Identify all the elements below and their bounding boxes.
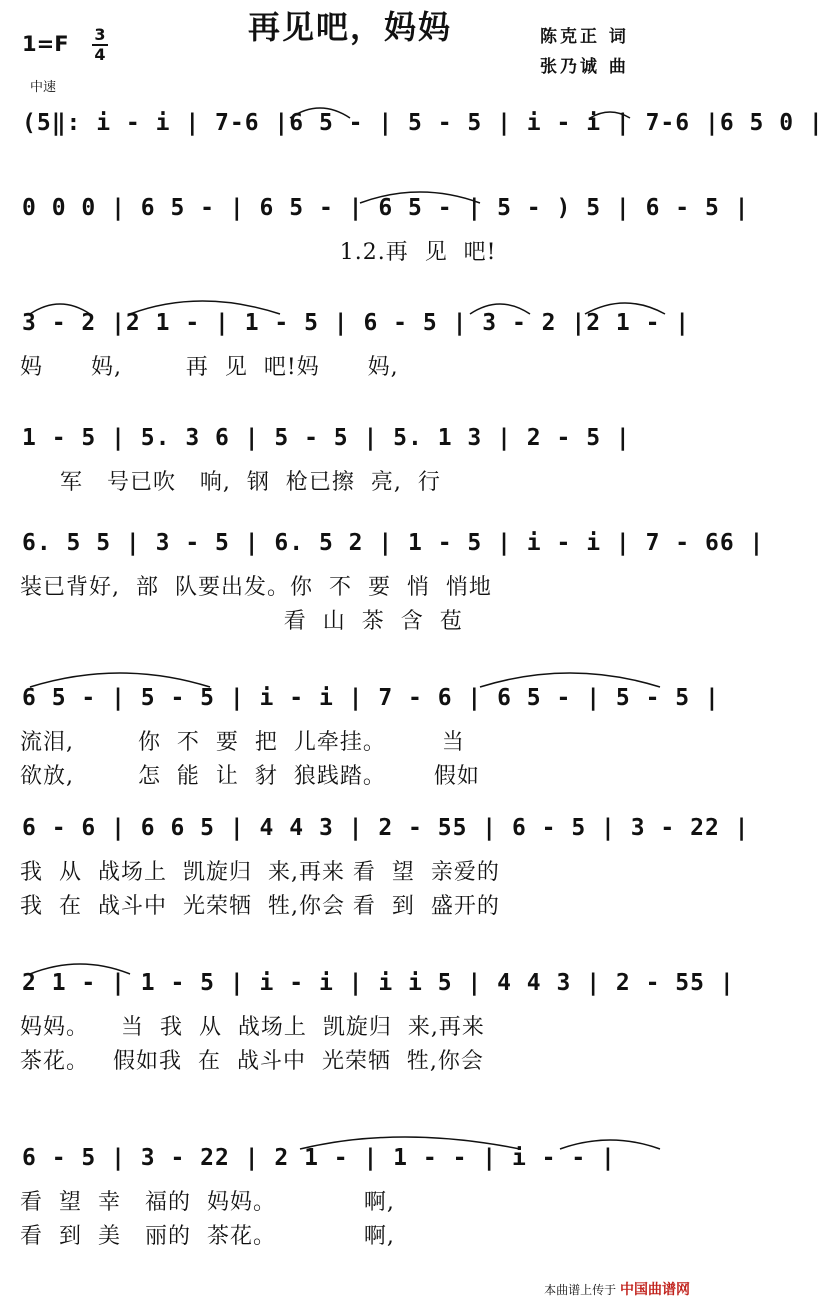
tempo-marking: 中速: [30, 80, 57, 95]
slur-marks: [0, 110, 700, 150]
lyrics-line-2: 我 在 战斗中 光荣牺 牲,你会 看 到 盛开的: [20, 894, 500, 919]
site-logo-text: 中国曲谱网: [620, 1282, 690, 1298]
score-system-7: [0, 815, 750, 965]
notation-line: 6 - 6 | 6 6 5 | 4 4 3 | 2 - 55 | 6 - 5 | 3 - 22 |: [22, 815, 750, 841]
lyrics-line-2: 欲放, 怎 能 让 豺 狼践踏。 假如: [20, 764, 480, 789]
slur-marks: [0, 310, 700, 350]
slur-marks: [0, 970, 700, 1010]
score-system-9: [0, 1145, 700, 1295]
slur-marks: [0, 1145, 700, 1185]
lyrics-line-1: 流泪, 你 不 要 把 儿牵挂。 当: [20, 730, 465, 755]
lyrics-line-1: 妈妈。 当 我 从 战场上 凯旋归 来,再来: [20, 1015, 485, 1040]
time-signature-top: 3: [94, 25, 106, 44]
time-signature-bottom: 4: [94, 45, 106, 64]
lyricist-credit: 陈克正 词: [540, 27, 629, 47]
notation-line: 0 0 0 | 6 5 - | 6 5 - | 6 5 - | 5 - ) 5 | 6 - 5 |: [22, 195, 750, 221]
notation-line: 1 - 5 | 5. 3 6 | 5 - 5 | 5. 1 3 | 2 - 5 |: [22, 425, 631, 451]
notation-line: 6 - 5 | 3 - 22 | 2 1 - | 1 - - | i - - |: [22, 1145, 616, 1171]
lyrics-line-1: 看 望 幸 福的 妈妈。 啊,: [20, 1190, 395, 1215]
slur-marks: [0, 195, 700, 235]
score-system-5: [0, 530, 765, 680]
lyrics-line-2: 茶花。 假如我 在 战斗中 光荣牺 牲,你会: [20, 1049, 484, 1074]
notation-line: 2 1 - | 1 - 5 | i - i | i i 5 | 4 4 3 | 2 - 55 |: [22, 970, 735, 996]
notation-line: 6 5 - | 5 - 5 | i - i | 7 - 6 | 6 5 - | 5 - 5 |: [22, 685, 720, 711]
lyrics-line-1: 军 号已吹 响, 钢 枪已擦 亮, 行: [20, 470, 441, 495]
score-system-8: [0, 970, 735, 1120]
notation-line: (5‖: i - i | 7-6 |6 5 - | 5 - 5 | i - i | 7-6 |6 5 0 |: [22, 110, 824, 136]
lyrics-line-2: 看 到 美 丽的 茶花。 啊,: [20, 1224, 395, 1249]
lyrics-line-1: 我 从 战场上 凯旋归 来,再来 看 望 亲爱的: [20, 860, 500, 885]
notation-line: 6. 5 5 | 3 - 5 | 6. 5 2 | 1 - 5 | i - i | 7 - 66 |: [22, 530, 765, 556]
footer-prefix: 本曲谱上传于: [544, 1283, 617, 1297]
lyrics-line-1: 装已背好, 部 队要出发。你 不 要 悄 悄地: [20, 575, 492, 600]
footer-watermark: [544, 1279, 690, 1299]
score-system-6: [0, 685, 720, 835]
song-title: 再见吧，妈妈: [247, 8, 452, 46]
lyrics-line-1: 妈 妈, 再 见 吧!妈 妈,: [20, 355, 399, 380]
slur-marks: [0, 685, 700, 725]
lyrics-line-2: 看 山 茶 含 苞: [20, 609, 463, 634]
notation-line: 3 - 2 |2 1 - | 1 - 5 | 6 - 5 | 3 - 2 |2 1 - |: [22, 310, 691, 336]
key-signature: 1=F: [22, 32, 69, 56]
composer-credit: 张乃诚 曲: [540, 57, 629, 77]
lyrics-line-1: 1.2.再 见 吧!: [20, 240, 497, 265]
time-signature: [92, 26, 108, 64]
